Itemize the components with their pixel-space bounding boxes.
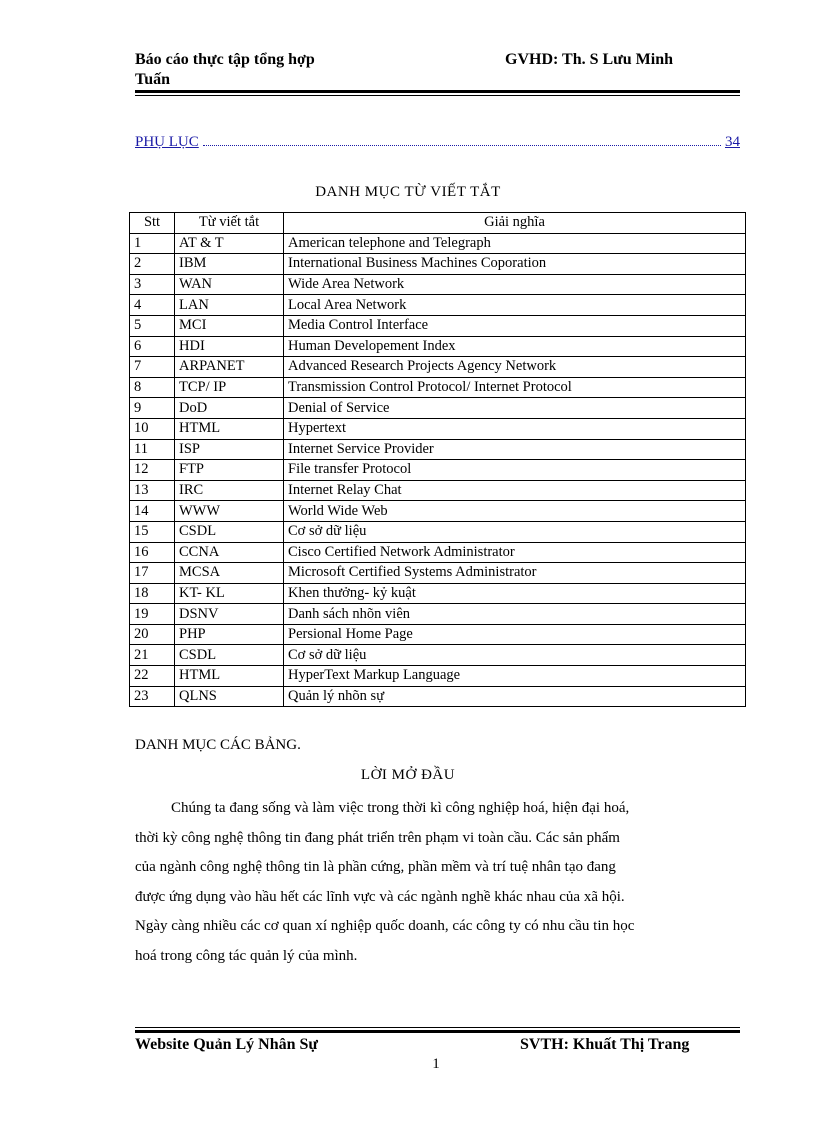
cell-stt: 3: [130, 274, 175, 295]
cell-stt: 13: [130, 480, 175, 501]
table-row: [130, 645, 746, 666]
cell-meaning: Human Developement Index: [284, 336, 746, 357]
cell-meaning: Danh sách nhõn viên: [284, 604, 746, 625]
table-row: [130, 254, 746, 275]
table-row: [130, 501, 746, 522]
header-rule-thin: [135, 95, 740, 96]
cell-abbreviation: KT- KL: [175, 583, 284, 604]
cell-stt: 12: [130, 460, 175, 481]
table-row: [130, 563, 746, 584]
cell-abbreviation: DoD: [175, 398, 284, 419]
cell-stt: 5: [130, 315, 175, 336]
cell-abbreviation: QLNS: [175, 686, 284, 707]
cell-abbreviation: HTML: [175, 418, 284, 439]
table-row: [130, 418, 746, 439]
cell-stt: 16: [130, 542, 175, 563]
toc-page-number[interactable]: 34: [725, 134, 740, 150]
table-row: [130, 439, 746, 460]
cell-abbreviation: ARPANET: [175, 357, 284, 378]
cell-stt: 9: [130, 398, 175, 419]
cell-meaning: Cơ sở dữ liệu: [284, 645, 746, 666]
cell-abbreviation: MCI: [175, 315, 284, 336]
abbreviation-table: [129, 212, 746, 707]
cell-meaning: Microsoft Certified Systems Administrator: [284, 563, 746, 584]
cell-abbreviation: WAN: [175, 274, 284, 295]
cell-stt: 19: [130, 604, 175, 625]
table-row: [130, 336, 746, 357]
cell-abbreviation: IBM: [175, 254, 284, 275]
cell-stt: 20: [130, 624, 175, 645]
toc-leader-dots: [203, 144, 721, 146]
cell-meaning: File transfer Protocol: [284, 460, 746, 481]
footer-rule-thin: [135, 1027, 740, 1028]
cell-stt: 8: [130, 377, 175, 398]
paragraph-line: thời kỳ công nghệ thông tin đang phát triển trên phạm vi toàn cầu. Các sản phẩm: [135, 829, 620, 846]
cell-abbreviation: DSNV: [175, 604, 284, 625]
cell-abbreviation: WWW: [175, 501, 284, 522]
header-advisor: GVHD: Th. S Lưu Minh: [505, 51, 674, 68]
paragraph-line: hoá trong công tác quản lý của mình.: [135, 947, 358, 964]
cell-meaning: Media Control Interface: [284, 315, 746, 336]
cell-meaning: American telephone and Telegraph: [284, 233, 746, 254]
cell-stt: 18: [130, 583, 175, 604]
introduction-paragraph: [135, 794, 739, 972]
paragraph-line: của ngành công nghệ thông tin là phần cứng, phần mềm và trí tuệ nhân tạo đang: [135, 859, 616, 876]
cell-abbreviation: AT & T: [175, 233, 284, 254]
cell-meaning: Cơ sở dữ liệu: [284, 521, 746, 542]
toc-entry-appendix[interactable]: [135, 134, 740, 151]
cell-abbreviation: MCSA: [175, 563, 284, 584]
table-row: [130, 460, 746, 481]
column-header-meaning: Giải nghĩa: [284, 213, 746, 234]
cell-abbreviation: ISP: [175, 439, 284, 460]
table-row: [130, 357, 746, 378]
table-row: [130, 686, 746, 707]
header-title-continued: Tuấn: [135, 71, 170, 88]
table-row: [130, 315, 746, 336]
cell-abbreviation: LAN: [175, 295, 284, 316]
table-row: [130, 666, 746, 687]
footer-project-title: Website Quản Lý Nhân Sự: [135, 1036, 318, 1053]
table-row: [130, 604, 746, 625]
cell-stt: 23: [130, 686, 175, 707]
table-header-row: [130, 213, 746, 234]
table-row: [130, 583, 746, 604]
abbreviation-table-body: [130, 233, 746, 707]
cell-abbreviation: HDI: [175, 336, 284, 357]
cell-abbreviation: CSDL: [175, 521, 284, 542]
tables-list-heading: DANH MỤC CÁC BẢNG.: [135, 737, 301, 753]
footer-rule-thick: [135, 1030, 740, 1033]
cell-meaning: Quản lý nhõn sự: [284, 686, 746, 707]
table-row: [130, 274, 746, 295]
cell-meaning: Persional Home Page: [284, 624, 746, 645]
cell-stt: 7: [130, 357, 175, 378]
cell-abbreviation: FTP: [175, 460, 284, 481]
toc-link-appendix[interactable]: PHỤ LỤC: [135, 134, 199, 150]
cell-meaning: Cisco Certified Network Administrator: [284, 542, 746, 563]
table-row: [130, 233, 746, 254]
cell-stt: 1: [130, 233, 175, 254]
paragraph-line: Chúng ta đang sống và làm việc trong thời kì công nghiệp hoá, hiện đại hoá,: [171, 800, 630, 816]
header-rule-thick: [135, 90, 740, 93]
table-row: [130, 624, 746, 645]
cell-meaning: Internet Relay Chat: [284, 480, 746, 501]
cell-abbreviation: PHP: [175, 624, 284, 645]
cell-meaning: Wide Area Network: [284, 274, 746, 295]
cell-stt: 22: [130, 666, 175, 687]
cell-meaning: Denial of Service: [284, 398, 746, 419]
cell-stt: 11: [130, 439, 175, 460]
header-title: Báo cáo thực tập tổng hợp: [135, 51, 315, 68]
page-number: 1: [432, 1056, 440, 1072]
cell-meaning: Advanced Research Projects Agency Network: [284, 357, 746, 378]
footer-student: SVTH: Khuất Thị Trang: [520, 1036, 690, 1053]
cell-meaning: World Wide Web: [284, 501, 746, 522]
cell-stt: 17: [130, 563, 175, 584]
paragraph-line: Ngày càng nhiều các cơ quan xí nghiệp quốc doanh, các công ty có nhu cầu tin học: [135, 918, 635, 935]
cell-meaning: Hypertext: [284, 418, 746, 439]
cell-stt: 6: [130, 336, 175, 357]
cell-abbreviation: CCNA: [175, 542, 284, 563]
cell-stt: 21: [130, 645, 175, 666]
introduction-title: LỜI MỞ ĐẦU: [360, 767, 456, 783]
column-header-abbreviation: Từ viết tắt: [175, 213, 284, 234]
abbreviation-list-title: DANH MỤC TỪ VIẾT TẮT: [315, 184, 501, 200]
paragraph-line: được ứng dụng vào hầu hết các lĩnh vực và các ngành nghề khác nhau của xã hội.: [135, 888, 625, 905]
column-header-stt: Stt: [130, 213, 175, 234]
cell-meaning: Transmission Control Protocol/ Internet Protocol: [284, 377, 746, 398]
cell-stt: 14: [130, 501, 175, 522]
table-row: [130, 377, 746, 398]
table-row: [130, 295, 746, 316]
cell-meaning: International Business Machines Coporation: [284, 254, 746, 275]
cell-meaning: HyperText Markup Language: [284, 666, 746, 687]
cell-abbreviation: IRC: [175, 480, 284, 501]
cell-meaning: Internet Service Provider: [284, 439, 746, 460]
table-row: [130, 521, 746, 542]
cell-meaning: Khen thưởng- kỷ kuật: [284, 583, 746, 604]
cell-abbreviation: CSDL: [175, 645, 284, 666]
cell-stt: 4: [130, 295, 175, 316]
table-row: [130, 398, 746, 419]
table-row: [130, 542, 746, 563]
table-row: [130, 480, 746, 501]
cell-stt: 2: [130, 254, 175, 275]
cell-meaning: Local Area Network: [284, 295, 746, 316]
cell-stt: 15: [130, 521, 175, 542]
cell-stt: 10: [130, 418, 175, 439]
cell-abbreviation: HTML: [175, 666, 284, 687]
cell-abbreviation: TCP/ IP: [175, 377, 284, 398]
